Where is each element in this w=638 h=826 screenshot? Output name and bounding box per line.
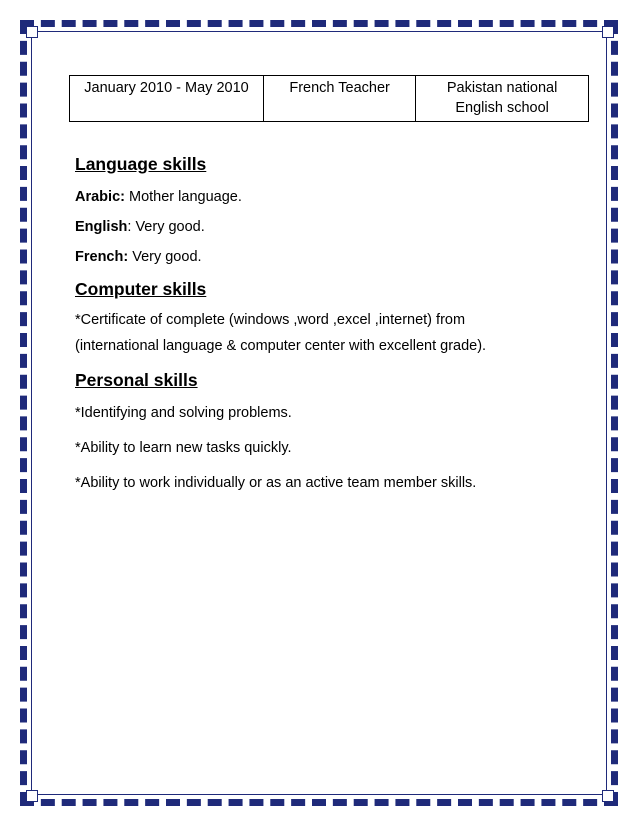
border-corner-bottom-right: [602, 790, 614, 802]
computer-skills-line-1: *Certificate of complete (windows ,word ,excel ,internet) from: [75, 312, 466, 328]
personal-skills-heading: Personal skills: [75, 370, 198, 390]
language-item-english: [75, 217, 595, 237]
language-separator: :: [127, 219, 132, 235]
experience-table: [69, 75, 589, 122]
language-item-arabic: [75, 187, 595, 207]
language-label: English: [75, 219, 128, 235]
language-item-french: [75, 247, 595, 267]
border-corner-top-left: [26, 26, 38, 38]
language-label: Arabic:: [75, 189, 125, 205]
border-corner-bottom-left: [26, 790, 38, 802]
resume-content: [75, 152, 595, 493]
language-label: French:: [75, 249, 129, 265]
employer-line-1: Pakistan national: [446, 80, 558, 96]
personal-skill-item: *Identifying and solving problems.: [75, 405, 292, 421]
experience-role: French Teacher: [263, 76, 415, 122]
border-corner-top-right: [602, 26, 614, 38]
language-skills-heading: Language skills: [75, 154, 207, 174]
experience-dates: January 2010 - May 2010: [70, 76, 264, 122]
language-level: Mother language.: [129, 189, 242, 205]
language-level: Very good.: [132, 249, 202, 265]
computer-skills-heading: Computer skills: [75, 279, 207, 299]
computer-skills-line-2: (international language & computer center with excellent grade).: [75, 338, 487, 354]
experience-employer: [416, 76, 589, 122]
personal-skill-item: *Ability to learn new tasks quickly.: [75, 440, 292, 456]
employer-line-2: English school: [455, 100, 549, 116]
personal-skill-item: *Ability to work individually or as an active team member skills.: [75, 475, 477, 491]
table-row: [70, 76, 589, 122]
language-level: Very good.: [135, 219, 205, 235]
